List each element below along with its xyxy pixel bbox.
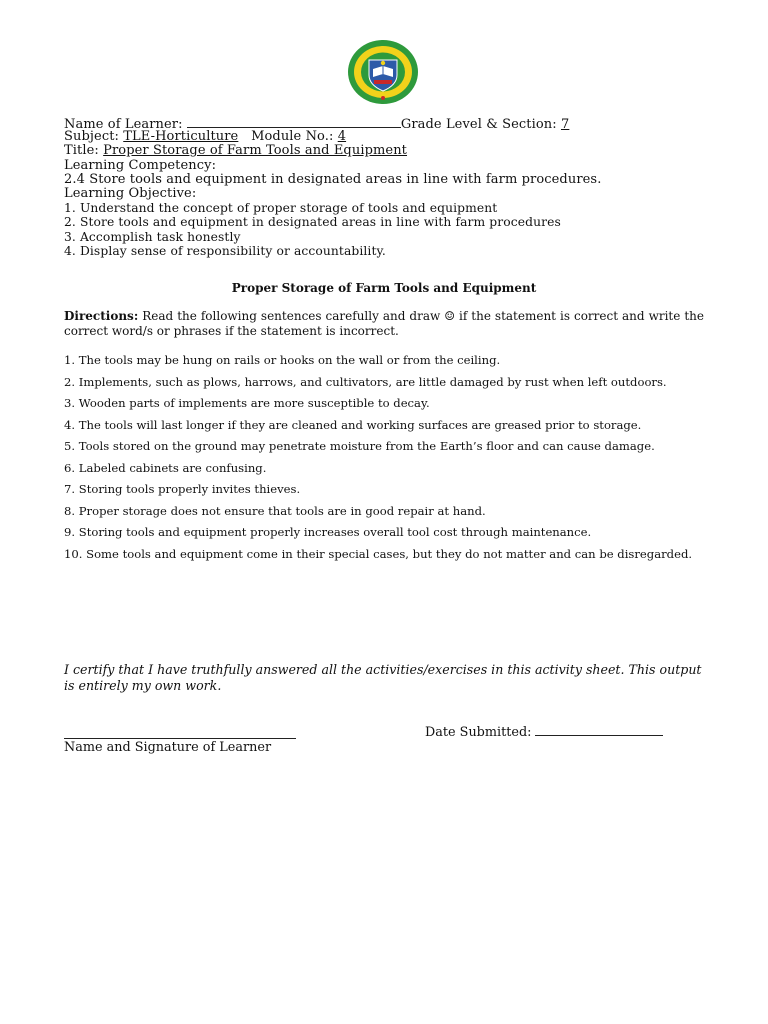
competency-label: Learning Competency: xyxy=(64,157,217,173)
objective-item: 3. Accomplish task honestly xyxy=(64,229,241,244)
statement-item: 2. Implements, such as plows, harrows, and cultivators, are little damaged by rust when left outdoors. xyxy=(64,374,667,389)
title-row xyxy=(64,144,714,158)
objectives-list xyxy=(64,201,714,258)
statement-item: 5. Tools stored on the ground may penetrate moisture from the Earth’s floor and can cause damage. xyxy=(64,439,655,453)
statement-item: 8. Proper storage does not ensure that tools are in good repair at hand. xyxy=(64,503,486,518)
grade-value: 7 xyxy=(560,117,570,132)
header-block xyxy=(64,116,714,258)
certification-statement: I certify that I have truthfully answered all the activities/exercises in this activity sheet. This output is entirely my own work. xyxy=(64,662,702,693)
objective-item: 4. Display sense of responsibility or accountability. xyxy=(64,243,386,258)
name-blank[interactable] xyxy=(187,116,401,128)
directions-text: Read the following sentences carefully and draw ☺ if the statement is correct and write the correct word/s or phrases if the statement is incorrect. xyxy=(64,309,704,338)
signature-line[interactable] xyxy=(64,738,296,739)
module-label: Module No.: xyxy=(251,129,334,145)
statement-item: 4. The tools will last longer if they are cleaned and working surfaces are greased prior to storage. xyxy=(64,417,642,432)
date-label: Date Submitted: xyxy=(425,725,532,740)
grade-label: Grade Level & Section: xyxy=(400,117,557,132)
subject-value: TLE-Horticulture xyxy=(123,129,239,145)
directions-label: Directions: xyxy=(64,309,139,323)
statement-item: 6. Labeled cabinets are confusing. xyxy=(64,460,267,475)
title-label: Title: xyxy=(64,143,99,159)
objective-item: 1. Understand the concept of proper storage of tools and equipment xyxy=(64,201,498,216)
statement-item: 7. Storing tools properly invites thieves. xyxy=(64,482,301,496)
statement-item: 3. Wooden parts of implements are more susceptible to decay. xyxy=(64,396,430,410)
title-value: Proper Storage of Farm Tools and Equipment xyxy=(103,143,408,159)
subject-label: Subject: xyxy=(64,129,120,145)
statement-item: 9. Storing tools and equipment properly increases overall tool cost through maintenance. xyxy=(64,525,592,539)
statement-item: 1. The tools may be hung on rails or hooks on the wall or from the ceiling. xyxy=(64,353,501,367)
objective-label: Learning Objective: xyxy=(64,185,197,201)
date-submitted xyxy=(425,724,663,740)
date-blank[interactable] xyxy=(535,724,663,736)
objective-item: 2. Store tools and equipment in designated areas in line with farm procedures xyxy=(64,215,561,230)
directions xyxy=(64,309,704,339)
section-title: Proper Storage of Farm Tools and Equipment xyxy=(231,281,537,295)
school-seal-logo xyxy=(347,39,419,105)
name-grade-row xyxy=(64,116,714,130)
statement-item: 10. Some tools and equipment come in their special cases, but they do not matter and can be disregarded. xyxy=(64,546,693,561)
subject-row xyxy=(64,130,714,144)
competency-text: 2.4 Store tools and equipment in designated areas in line with farm procedures. xyxy=(64,171,602,187)
module-value: 4 xyxy=(337,129,347,145)
name-label: Name of Learner: xyxy=(64,117,183,132)
statement-list xyxy=(64,350,704,565)
signature-label: Name and Signature of Learner xyxy=(64,740,272,755)
